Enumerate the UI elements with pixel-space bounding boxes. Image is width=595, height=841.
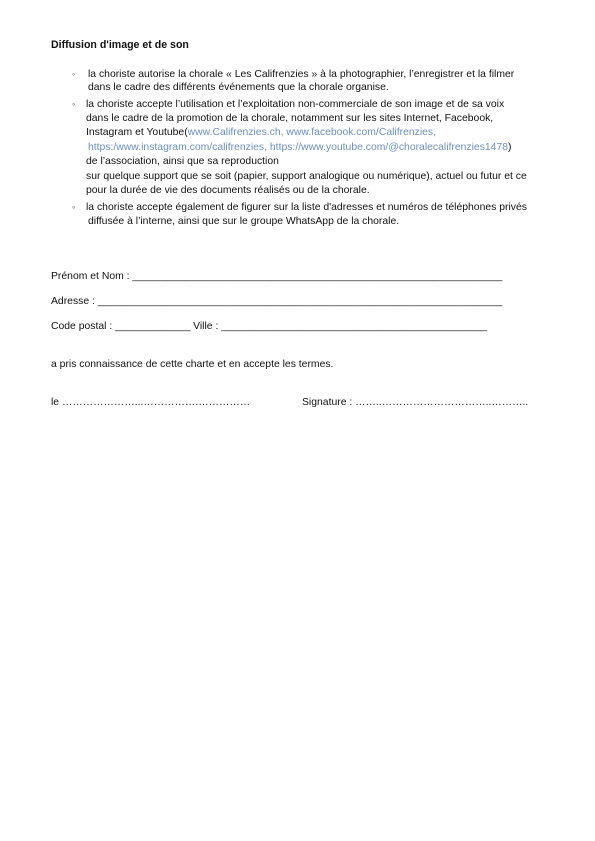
signature-field[interactable]: Signature : ……..…………………………..………..: [302, 397, 529, 408]
date-field[interactable]: le …………………...…………….……………: [51, 397, 251, 408]
item2-line3-prefix: Instagram et Youtube(: [86, 127, 188, 138]
link-separator: ,: [280, 127, 287, 138]
link-youtube[interactable]: https://www.youtube.com/@choralecalifrenzies1478: [269, 142, 509, 153]
item2-line5: de l’association, ainsi que sa reproduction: [86, 156, 279, 167]
acceptance-statement: a pris connaissance de cette charte et en accepte les termes.: [51, 359, 334, 370]
item2-line2: dans le cadre de la promotion de la chorale, notamment sur les sites Internet, Facebook,: [86, 113, 494, 124]
postal-city-field[interactable]: Code postal : _____________ Ville : ______________________________________________: [51, 321, 488, 332]
name-field[interactable]: Prénom et Nom : ________________________________________________________________: [51, 271, 503, 282]
link-califrenzies-site[interactable]: www.Califrenzies.ch: [187, 127, 281, 138]
item2-line6: sur quelque support que se soit (papier, support analogique ou numérique), actuel ou futur et ce: [86, 171, 527, 182]
address-field[interactable]: Adresse : ______________________________________________________________________: [51, 296, 503, 307]
item2-line7: pour la durée de vie des documents réalisés ou de la chorale.: [86, 185, 370, 196]
section-title: Diffusion d'image et de son: [51, 39, 189, 51]
item3-line1: la choriste accepte également de figurer sur la liste d'adresses et numéros de téléphones privés: [86, 202, 527, 213]
bullet-icon: ◦: [72, 69, 76, 79]
close-paren: ): [508, 142, 512, 153]
bullet-icon: ◦: [72, 202, 76, 212]
link-instagram[interactable]: https:/www.instagram.com/califrenzies,: [88, 142, 268, 153]
link-facebook[interactable]: www.facebook.com/Califrenzies,: [286, 127, 436, 138]
item2-line1: la choriste accepte l’utilisation et l’exploitation non-commerciale de son image et de sa voix: [86, 99, 505, 110]
item1-line2: dans le cadre des différents événements que la chorale organise.: [88, 82, 389, 93]
item2-line4: [88, 142, 511, 153]
item3-line2: diffusée à l’interne, ainsi que sur le groupe WhatsApp de la chorale.: [88, 216, 400, 227]
item2-line3: [86, 127, 436, 138]
bullet-icon: ◦: [72, 99, 76, 109]
item1-line1: la choriste autorise la chorale « Les Califrenzies » à la photographier, l’enregistrer et la filmer: [88, 69, 515, 80]
